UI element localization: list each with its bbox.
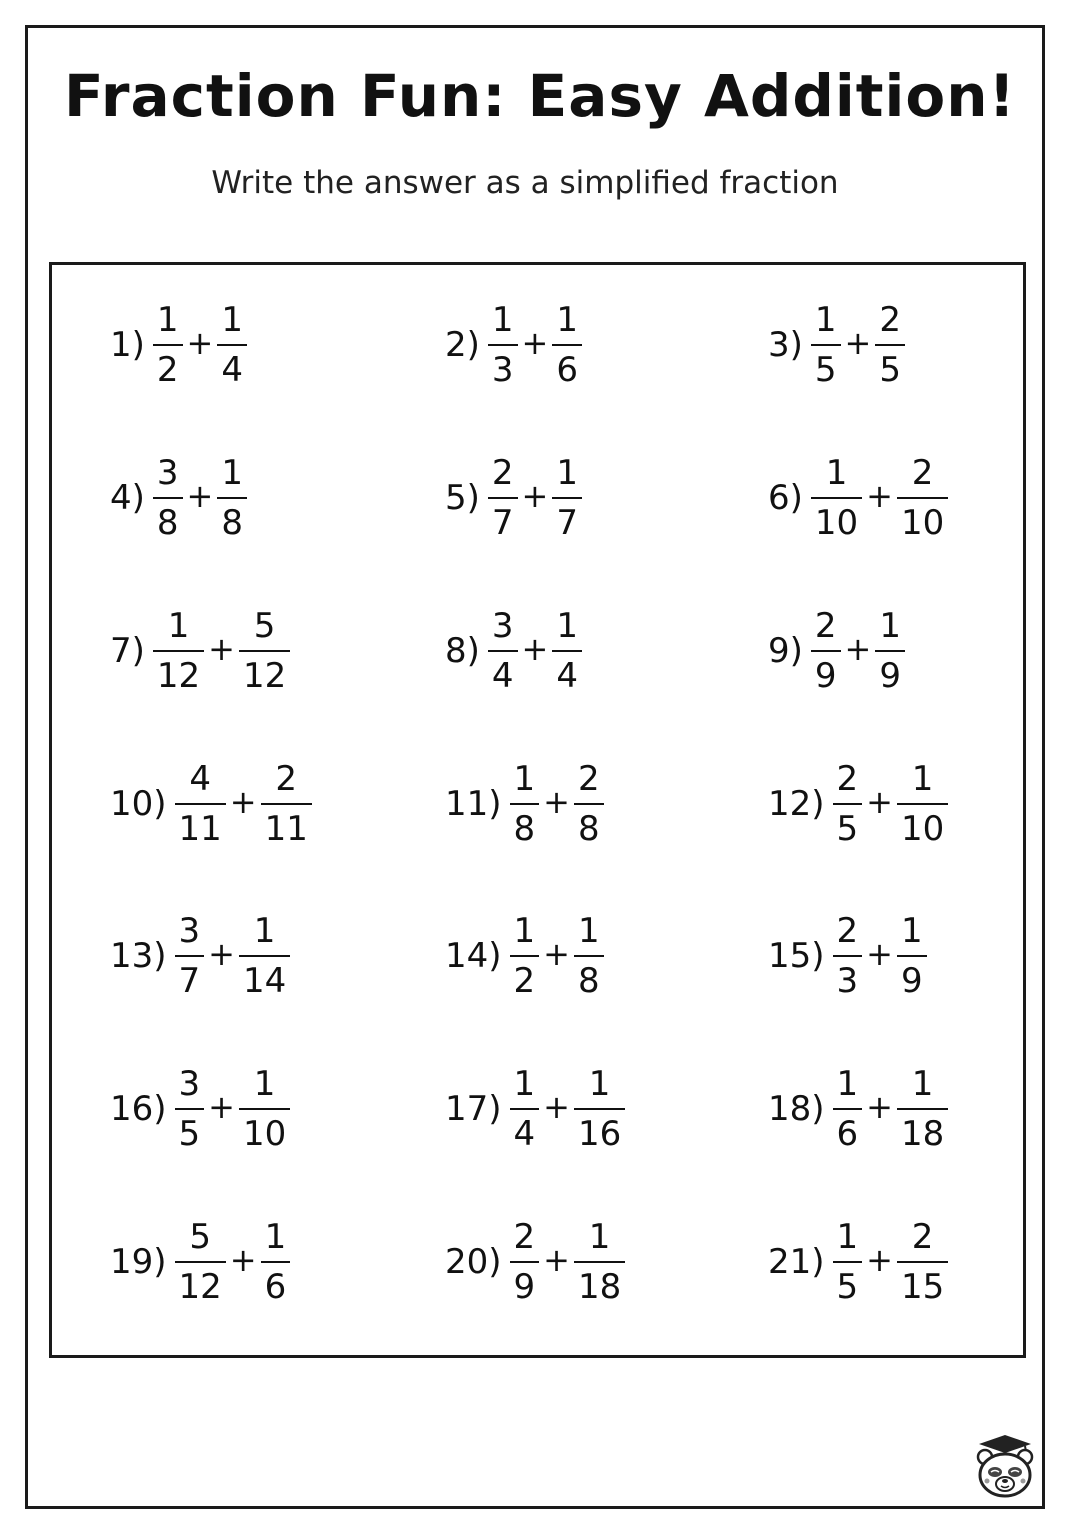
numerator: 2	[275, 759, 298, 799]
denominator: 4	[217, 344, 247, 387]
problem-number: 14)	[445, 936, 502, 976]
fraction-b	[217, 453, 247, 543]
denominator: 12	[239, 650, 290, 693]
numerator: 2	[911, 1217, 934, 1257]
fraction-b	[574, 1217, 625, 1307]
fraction-a	[488, 300, 518, 390]
problem-number: 12)	[768, 784, 825, 824]
denominator: 6	[261, 1261, 291, 1304]
denominator: 12	[153, 650, 204, 693]
denominator: 6	[833, 1108, 863, 1151]
problem-11	[445, 749, 604, 859]
denominator: 2	[510, 955, 540, 998]
numerator: 2	[836, 759, 859, 799]
numerator: 1	[588, 1217, 611, 1257]
plus-sign: +	[229, 783, 257, 821]
denominator: 5	[811, 344, 841, 387]
fraction-a	[510, 1217, 540, 1307]
numerator: 1	[825, 453, 848, 493]
problem-number: 6)	[768, 478, 803, 518]
denominator: 15	[897, 1261, 948, 1304]
fraction-a	[833, 1217, 863, 1307]
fraction-b	[574, 1064, 625, 1154]
numerator: 1	[836, 1064, 859, 1104]
problem-6	[768, 443, 948, 553]
fraction-b	[239, 1064, 290, 1154]
numerator: 1	[911, 1064, 934, 1104]
denominator: 10	[897, 803, 948, 846]
plus-sign: +	[543, 1088, 570, 1126]
denominator: 8	[217, 497, 247, 540]
problem-20	[445, 1207, 625, 1317]
numerator: 1	[513, 759, 536, 799]
fraction-a	[153, 453, 183, 543]
problem-number: 18)	[768, 1089, 825, 1129]
fraction-a	[811, 453, 862, 543]
problem-number: 15)	[768, 936, 825, 976]
problem-number: 13)	[110, 936, 167, 976]
denominator: 18	[897, 1108, 948, 1151]
denominator: 4	[510, 1108, 540, 1151]
numerator: 3	[491, 606, 514, 646]
fraction-a	[153, 300, 183, 390]
denominator: 10	[897, 497, 948, 540]
denominator: 7	[488, 497, 518, 540]
problem-7	[110, 596, 290, 706]
numerator: 3	[178, 911, 201, 951]
denominator: 6	[552, 344, 582, 387]
fraction-b	[897, 453, 948, 543]
problem-number: 21)	[768, 1242, 825, 1282]
fraction-a	[811, 606, 841, 696]
problem-12	[768, 749, 948, 859]
fraction-b	[261, 759, 312, 849]
numerator: 1	[556, 606, 578, 646]
plus-sign: +	[866, 935, 893, 973]
plus-sign: +	[844, 324, 872, 362]
numerator: 1	[911, 759, 934, 799]
problem-number: 2)	[445, 325, 480, 365]
fraction-b	[897, 911, 927, 1001]
problem-18	[768, 1054, 948, 1164]
problem-14	[445, 901, 604, 1011]
problem-number: 9)	[768, 631, 803, 671]
problem-5	[445, 443, 582, 553]
fraction-a	[488, 453, 518, 543]
problem-2	[445, 290, 582, 400]
plus-sign: +	[866, 477, 893, 515]
problem-19	[110, 1207, 290, 1317]
fraction-b	[239, 911, 290, 1001]
worksheet-title: Fraction Fun: Easy Addition!	[64, 62, 1016, 130]
fraction-b	[897, 759, 948, 849]
numerator: 1	[879, 606, 901, 646]
plus-sign: +	[208, 935, 235, 973]
fraction-a	[153, 606, 204, 696]
numerator: 1	[556, 453, 578, 493]
numerator: 5	[189, 1217, 211, 1257]
fraction-a	[510, 759, 540, 849]
fraction-b	[552, 453, 582, 543]
numerator: 5	[253, 606, 276, 646]
fraction-a	[833, 759, 863, 849]
numerator: 1	[577, 911, 600, 951]
denominator: 11	[175, 803, 226, 846]
fraction-a	[510, 911, 540, 1001]
denominator: 4	[552, 650, 582, 693]
numerator: 2	[577, 759, 600, 799]
plus-sign: +	[208, 630, 235, 668]
problem-number: 8)	[445, 631, 480, 671]
denominator: 5	[875, 344, 905, 387]
plus-sign: +	[229, 1241, 257, 1279]
fraction-b	[875, 606, 905, 696]
denominator: 8	[153, 497, 183, 540]
problem-number: 3)	[768, 325, 803, 365]
problem-number: 20)	[445, 1242, 502, 1282]
worksheet-subtitle: Write the answer as a simplified fraction	[211, 165, 839, 201]
numerator: 1	[221, 300, 243, 340]
plus-sign: +	[866, 783, 893, 821]
plus-sign: +	[186, 324, 214, 362]
problem-13	[110, 901, 290, 1011]
denominator: 7	[552, 497, 582, 540]
numerator: 1	[513, 1064, 536, 1104]
denominator: 4	[488, 650, 518, 693]
plus-sign: +	[521, 630, 549, 668]
problem-10	[110, 749, 312, 859]
problem-1	[110, 290, 247, 400]
problem-number: 11)	[445, 784, 502, 824]
denominator: 14	[239, 955, 290, 998]
denominator: 16	[574, 1108, 625, 1151]
denominator: 3	[488, 344, 518, 387]
denominator: 10	[239, 1108, 290, 1151]
denominator: 7	[175, 955, 205, 998]
numerator: 2	[491, 453, 514, 493]
problem-number: 19)	[110, 1242, 167, 1282]
problem-number: 7)	[110, 631, 145, 671]
fraction-b	[897, 1064, 948, 1154]
fraction-a	[833, 1064, 863, 1154]
numerator: 4	[189, 759, 211, 799]
numerator: 2	[814, 606, 837, 646]
problem-number: 10)	[110, 784, 167, 824]
denominator: 12	[175, 1261, 226, 1304]
numerator: 1	[264, 1217, 287, 1257]
numerator: 1	[491, 300, 514, 340]
denominator: 9	[510, 1261, 540, 1304]
denominator: 5	[833, 803, 863, 846]
denominator: 9	[811, 650, 841, 693]
plus-sign: +	[543, 935, 570, 973]
fraction-b	[261, 1217, 291, 1307]
denominator: 8	[574, 803, 604, 846]
problem-21	[768, 1207, 948, 1317]
numerator: 1	[556, 300, 578, 340]
fraction-a	[175, 911, 205, 1001]
plus-sign: +	[866, 1088, 893, 1126]
numerator: 1	[167, 606, 190, 646]
plus-sign: +	[844, 630, 872, 668]
plus-sign: +	[543, 783, 570, 821]
problem-number: 16)	[110, 1089, 167, 1129]
numerator: 3	[178, 1064, 201, 1104]
numerator: 1	[253, 911, 276, 951]
fraction-b	[217, 300, 247, 390]
fraction-b	[897, 1217, 948, 1307]
denominator: 9	[875, 650, 905, 693]
denominator: 18	[574, 1261, 625, 1304]
fraction-a	[175, 1217, 226, 1307]
denominator: 8	[510, 803, 540, 846]
plus-sign: +	[866, 1241, 893, 1279]
denominator: 10	[811, 497, 862, 540]
numerator: 1	[513, 911, 536, 951]
denominator: 3	[833, 955, 863, 998]
fraction-b	[239, 606, 290, 696]
numerator: 2	[513, 1217, 536, 1257]
numerator: 1	[836, 1217, 859, 1257]
numerator: 1	[814, 300, 837, 340]
denominator: 2	[153, 344, 183, 387]
problem-number: 1)	[110, 325, 145, 365]
fraction-a	[811, 300, 841, 390]
plus-sign: +	[186, 477, 214, 515]
plus-sign: +	[543, 1241, 570, 1279]
denominator: 9	[897, 955, 927, 998]
problem-8	[445, 596, 582, 706]
denominator: 11	[261, 803, 312, 846]
numerator: 1	[221, 453, 243, 493]
problem-number: 17)	[445, 1089, 502, 1129]
denominator: 8	[574, 955, 604, 998]
numerator: 1	[253, 1064, 276, 1104]
numerator: 1	[588, 1064, 611, 1104]
fraction-b	[552, 606, 582, 696]
numerator: 2	[836, 911, 859, 951]
denominator: 5	[175, 1108, 205, 1151]
numerator: 1	[900, 911, 923, 951]
numerator: 2	[879, 300, 901, 340]
fraction-b	[574, 911, 604, 1001]
fraction-b	[875, 300, 905, 390]
plus-sign: +	[521, 324, 549, 362]
fraction-b	[574, 759, 604, 849]
fraction-a	[510, 1064, 540, 1154]
plus-sign: +	[208, 1088, 235, 1126]
panda-graduate-icon	[973, 1433, 1037, 1499]
problem-9	[768, 596, 905, 706]
denominator: 5	[833, 1261, 863, 1304]
numerator: 3	[156, 453, 179, 493]
fraction-a	[488, 606, 518, 696]
numerator: 2	[911, 453, 934, 493]
problem-15	[768, 901, 927, 1011]
fraction-a	[175, 1064, 205, 1154]
fraction-a	[833, 911, 863, 1001]
problem-number: 4)	[110, 478, 145, 518]
problem-4	[110, 443, 247, 553]
plus-sign: +	[521, 477, 549, 515]
problem-number: 5)	[445, 478, 480, 518]
problem-17	[445, 1054, 625, 1164]
problem-3	[768, 290, 905, 400]
fraction-a	[175, 759, 226, 849]
fraction-b	[552, 300, 582, 390]
problem-16	[110, 1054, 290, 1164]
numerator: 1	[156, 300, 179, 340]
